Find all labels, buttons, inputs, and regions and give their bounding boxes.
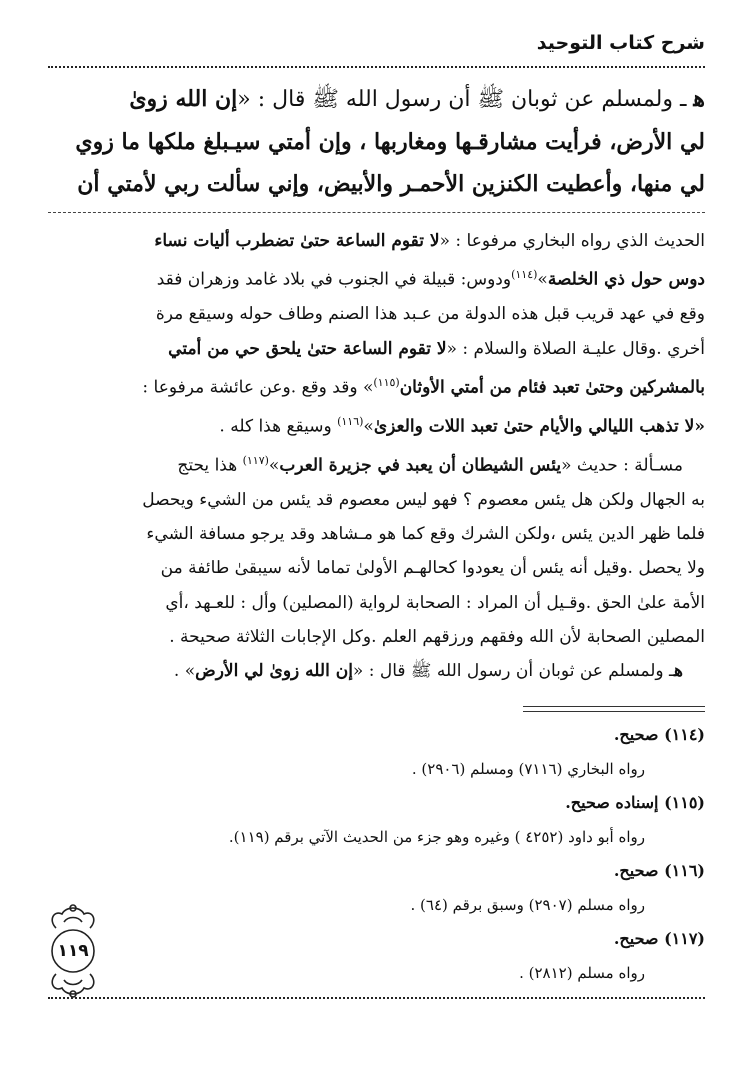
footnote-heading: (١١٧) صحيح. — [613, 929, 705, 948]
footnote-heading: (١١٦) صحيح. — [613, 861, 705, 880]
quoted-matn — [48, 78, 705, 205]
commentary-line: بالمشركين وحتىٰ تعبد فئام من أمتي الأوثان$^{(١١٥)}$» وقد وقع .وعن عائشة مرفوعا : — [142, 375, 705, 398]
commentary-line: ﮬـ ولمسلم عن ثوبان أن رسول الله ﷺ قال : «إن الله زوىٰ لي الأرض» . — [173, 661, 683, 682]
commentary-line: فلما ظهر الدين يئس ،ولكن الشرك وقع كما هو مـشاهد وقد يرجو مسافة الشيء — [146, 524, 705, 544]
footnote-text: رواه مسلم (٢٩٠٧) وسبق برقم (٦٤) . — [410, 896, 645, 914]
section-mark-icon: ﮬ — [693, 86, 705, 112]
footnote-separator — [523, 706, 705, 707]
footer-rule — [48, 997, 705, 999]
footnote-text: رواه مسلم (٢٨١٢) . — [519, 964, 645, 982]
page-number: ١١٩ — [57, 941, 89, 961]
commentary-line: مسـألة : حديث «يئس الشيطان أن يعبد في جزيرة العرب»$^{(١١٧)}$ هذا يحتج — [177, 453, 683, 476]
footnote-heading: (١١٥) إسناده صحيح. — [565, 793, 705, 812]
running-header: شرح كتاب التوحيد — [536, 32, 705, 54]
footnote-separator — [523, 711, 705, 712]
footnote-ref: (١١٥) — [373, 375, 400, 389]
footnotes — [48, 718, 705, 990]
commentary-line: أخري .وقال عليـة الصلاة والسلام : «لا تقوم الساعة حتىٰ يلحق حي من أمتي — [168, 338, 705, 359]
header-rule — [48, 66, 705, 68]
footnote-ref: (١١٦) — [337, 414, 364, 428]
commentary-line: دوس حول ذي الخلصة»$^{(١١٤)}$ودوس: قبيلة في الجنوب في بلاد غامد وزهران فقد — [156, 268, 705, 290]
commentary-line: الحديث الذي رواه البخاري مرفوعا : «لا تقوم الساعة حتىٰ تضطرب أليات نساء — [154, 231, 705, 251]
commentary-line: الأمة علىٰ الحق .وقـيل أن المراد : الصحابة لرواية (المصلين) وأل : للعـهد ،أي — [165, 592, 705, 613]
commentary-line: به الجهال ولكن هل يئس معصوم ؟ فهو ليس معصوم قد يئس من الشيء ويحصل — [142, 489, 705, 510]
footnote-ref: (١١٤) — [511, 268, 538, 282]
commentary-line: «لا تذهب الليالي والأيام حتىٰ تعبد اللات والعزىٰ»$^{(١١٦)}$ وسيقع هذا كله . — [219, 414, 705, 437]
footnote-ref: (١١٧) — [242, 453, 269, 467]
commentary — [48, 224, 705, 688]
footnote-text: رواه أبو داود (٤٢٥٢ ) وغيره وهو جزء من الحديث الآتي برقم (١١٩). — [228, 828, 645, 846]
footnote-heading: (١١٤) صحيح. — [613, 725, 705, 744]
commentary-line: وقع في عهد قريب قبل هذه الدولة من عـبد هذا الصنم وطاف حوله وسيقع مرة — [155, 304, 705, 325]
footnote-text: رواه البخاري (٧١١٦) ومسلم (٢٩٠٦) . — [411, 760, 645, 778]
section-mark-icon: ﮬ — [674, 661, 683, 682]
matn-line-1: ﮬ ـ ولمسلم عن ثوبان ﷺ أن رسول الله ﷺ قال : «إن الله زوىٰ — [129, 86, 705, 112]
matn-line-2: لي الأرض، فرأيت مشارقـها ومغاربها ، وإن أمتي سيـبلغ ملكها ما زوي — [75, 129, 705, 155]
commentary-line: ولا يحصل .وقيل أنه يئس أن يعودوا كحالهـم الأولىٰ تماما لأنه سيبقىٰ طائفة من — [160, 558, 705, 579]
matn-line-3: لي منها، وأعطيت الكنزين الأحمـر والأبيض، وإني سألت ربي لأمتي أن — [77, 171, 705, 197]
commentary-line: المصلين الصحابة لأن الله وفقهم ورزقهم العلم .وكل الإجابات الثلاثة صحيحة . — [169, 626, 705, 647]
matn-rule — [48, 212, 705, 213]
